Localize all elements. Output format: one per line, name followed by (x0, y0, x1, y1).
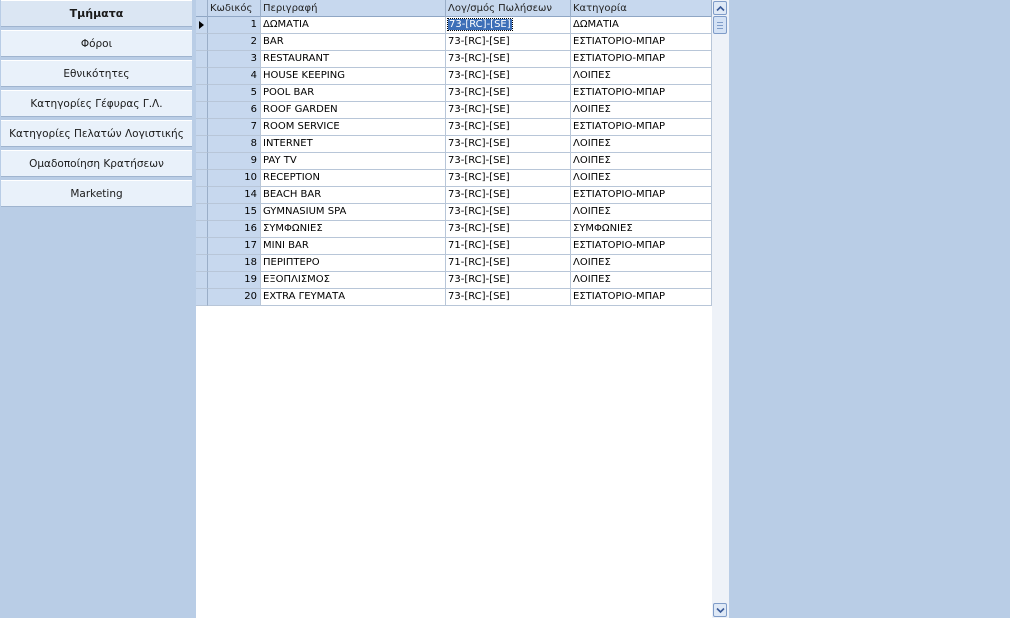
sales-account-cell[interactable] (446, 51, 571, 68)
category-cell-text: ΛΟΙΠΕΣ (573, 274, 611, 285)
nav-button-3[interactable] (1, 90, 192, 117)
sales-account-cell-text: 73-[RC]-[SE] (448, 36, 510, 47)
sales-account-cell[interactable] (446, 204, 571, 221)
code-cell[interactable] (208, 119, 261, 136)
nav-button-label: Κατηγορίες Πελατών Λογιστικής (9, 127, 184, 140)
row-indicator[interactable] (196, 136, 208, 153)
description-cell-text: EXTRA ΓΕΥΜΑΤΑ (263, 291, 346, 302)
code-cell-text: 14 (244, 189, 257, 200)
sales-account-cell[interactable] (446, 136, 571, 153)
row-indicator[interactable] (196, 204, 208, 221)
departments-grid (196, 0, 712, 618)
description-cell[interactable] (261, 34, 446, 51)
description-cell[interactable] (261, 272, 446, 289)
row-indicator[interactable] (196, 119, 208, 136)
category-cell[interactable] (571, 238, 712, 255)
category-cell[interactable] (571, 221, 712, 238)
code-cell-text: 10 (244, 172, 257, 183)
row-indicator[interactable] (196, 187, 208, 204)
sales-account-cell-text: 73-[RC]-[SE] (448, 206, 510, 217)
nav-button-4[interactable] (1, 120, 192, 147)
sales-account-cell-text: 73-[RC]-[SE] (448, 121, 510, 132)
description-cell-text: INTERNET (263, 138, 313, 149)
description-cell[interactable] (261, 289, 446, 306)
description-cell-text: ΣΥΜΦΩΝΙΕΣ (263, 223, 323, 234)
description-cell[interactable] (261, 187, 446, 204)
row-indicator[interactable] (196, 153, 208, 170)
code-cell[interactable] (208, 51, 261, 68)
category-cell[interactable] (571, 85, 712, 102)
description-cell-text: GYMNASIUM SPA (263, 206, 347, 217)
code-cell-text: 3 (250, 53, 257, 64)
category-cell-text: ΕΣΤΙΑΤΟΡΙΟ-ΜΠΑΡ (573, 87, 665, 98)
scroll-down-button[interactable] (713, 603, 727, 617)
code-cell[interactable] (208, 136, 261, 153)
description-cell[interactable] (261, 68, 446, 85)
code-cell-text: 18 (244, 257, 257, 268)
table-row[interactable] (196, 153, 712, 170)
table-row[interactable] (196, 170, 712, 187)
category-cell[interactable] (571, 153, 712, 170)
category-cell-text: ΛΟΙΠΕΣ (573, 104, 611, 115)
description-cell[interactable] (261, 102, 446, 119)
category-cell-text: ΕΣΤΙΑΤΟΡΙΟ-ΜΠΑΡ (573, 36, 665, 47)
row-indicator[interactable] (196, 68, 208, 85)
scroll-up-button[interactable] (713, 1, 727, 15)
category-cell[interactable] (571, 187, 712, 204)
table-row[interactable] (196, 272, 712, 289)
sales-account-cell-text: 73-[RC]-[SE] (448, 155, 510, 166)
row-indicator[interactable] (196, 272, 208, 289)
sales-account-cell-text: 73-[RC]-[SE] (448, 274, 510, 285)
table-row[interactable] (196, 255, 712, 272)
code-cell[interactable] (208, 170, 261, 187)
description-cell-text: ROOM SERVICE (263, 121, 340, 132)
table-row[interactable] (196, 238, 712, 255)
table-row[interactable] (196, 136, 712, 153)
row-indicator[interactable] (196, 289, 208, 306)
code-cell[interactable] (208, 153, 261, 170)
table-row[interactable] (196, 17, 712, 34)
category-cell[interactable] (571, 119, 712, 136)
sales-account-cell[interactable] (446, 102, 571, 119)
scroll-thumb[interactable] (713, 16, 727, 34)
table-row[interactable] (196, 289, 712, 306)
code-cell-text: 2 (250, 36, 257, 47)
nav-button-label: Marketing (70, 187, 123, 200)
header-indicator-cell (196, 0, 208, 17)
code-cell-text: 4 (250, 70, 257, 81)
code-cell-text: 19 (244, 274, 257, 285)
code-cell-text: 5 (250, 87, 257, 98)
sales-account-cell-text: 73-[RC]-[SE] (449, 19, 511, 30)
sales-account-cell[interactable] (446, 153, 571, 170)
sales-account-cell[interactable] (446, 187, 571, 204)
nav-button-label: Ομαδοποίηση Κρατήσεων (29, 157, 164, 170)
sales-account-cell[interactable] (446, 68, 571, 85)
chevron-up-icon (716, 5, 725, 12)
sales-account-cell[interactable] (446, 255, 571, 272)
code-cell[interactable] (208, 204, 261, 221)
category-cell-text: ΛΟΙΠΕΣ (573, 70, 611, 81)
description-cell-text: ΔΩΜΑΤΙΑ (263, 19, 309, 30)
table-row[interactable] (196, 68, 712, 85)
category-cell-text: ΛΟΙΠΕΣ (573, 172, 611, 183)
category-cell[interactable] (571, 34, 712, 51)
header-category[interactable]: Κατηγορία (571, 0, 712, 17)
sales-account-cell[interactable] (446, 238, 571, 255)
row-indicator[interactable] (196, 51, 208, 68)
description-cell[interactable] (261, 119, 446, 136)
description-cell[interactable] (261, 238, 446, 255)
code-cell[interactable] (208, 272, 261, 289)
sales-account-cell-text: 73-[RC]-[SE] (448, 138, 510, 149)
code-cell-text: 6 (250, 104, 257, 115)
nav-button-1[interactable] (1, 30, 192, 57)
description-cell-text: POOL BAR (263, 87, 315, 98)
sales-account-cell-text: 73-[RC]-[SE] (448, 189, 510, 200)
description-cell[interactable] (261, 51, 446, 68)
code-cell-text: 20 (244, 291, 257, 302)
nav-button-label: Κατηγορίες Γέφυρας Γ.Λ. (30, 97, 163, 110)
category-cell[interactable] (571, 51, 712, 68)
row-indicator[interactable] (196, 102, 208, 119)
sales-account-cell[interactable] (446, 272, 571, 289)
header-code[interactable]: Κωδικός (208, 0, 261, 17)
sales-account-cell[interactable] (446, 34, 571, 51)
code-cell[interactable] (208, 255, 261, 272)
nav-button-0[interactable] (1, 0, 192, 27)
sales-account-cell[interactable] (446, 119, 571, 136)
code-cell[interactable] (208, 34, 261, 51)
row-indicator[interactable] (196, 238, 208, 255)
sales-account-cell-text: 73-[RC]-[SE] (448, 223, 510, 234)
description-cell[interactable] (261, 153, 446, 170)
table-row[interactable] (196, 204, 712, 221)
table-row[interactable] (196, 119, 712, 136)
table-row[interactable] (196, 221, 712, 238)
sales-account-cell[interactable] (446, 170, 571, 187)
nav-button-6[interactable] (1, 180, 192, 207)
sales-account-cell[interactable] (446, 221, 571, 238)
category-cell-text: ΛΟΙΠΕΣ (573, 155, 611, 166)
code-cell[interactable] (208, 68, 261, 85)
category-cell-text: ΛΟΙΠΕΣ (573, 206, 611, 217)
description-cell-text: ROOF GARDEN (263, 104, 338, 115)
sales-account-cell-text: 73-[RC]-[SE] (448, 70, 510, 81)
code-cell[interactable] (208, 102, 261, 119)
nav-button-2[interactable] (1, 60, 192, 87)
row-indicator[interactable] (196, 17, 208, 34)
code-cell-text: 17 (244, 240, 257, 251)
description-cell[interactable] (261, 255, 446, 272)
description-cell-text: BAR (263, 36, 284, 47)
sales-account-cell-text: 73-[RC]-[SE] (448, 291, 510, 302)
row-indicator[interactable] (196, 170, 208, 187)
description-cell[interactable] (261, 170, 446, 187)
description-cell-text: BEACH BAR (263, 189, 322, 200)
code-cell-text: 15 (244, 206, 257, 217)
grid-header (196, 0, 712, 17)
sales-account-cell[interactable] (446, 85, 571, 102)
vertical-scrollbar[interactable] (712, 0, 729, 618)
category-cell[interactable] (571, 255, 712, 272)
category-cell-text: ΛΟΙΠΕΣ (573, 138, 611, 149)
code-cell-text: 1 (250, 19, 257, 30)
description-cell-text: RESTAURANT (263, 53, 330, 64)
category-cell-text: ΕΣΤΙΑΤΟΡΙΟ-ΜΠΑΡ (573, 291, 665, 302)
sales-account-cell-text: 73-[RC]-[SE] (448, 172, 510, 183)
description-cell[interactable] (261, 17, 446, 34)
row-indicator[interactable] (196, 34, 208, 51)
code-cell[interactable] (208, 289, 261, 306)
category-cell-text: ΕΣΤΙΑΤΟΡΙΟ-ΜΠΑΡ (573, 53, 665, 64)
code-cell[interactable] (208, 221, 261, 238)
sales-account-cell[interactable] (446, 17, 571, 34)
category-cell-text: ΔΩΜΑΤΙΑ (573, 19, 619, 30)
row-indicator[interactable] (196, 255, 208, 272)
table-row[interactable] (196, 34, 712, 51)
sales-account-cell-text: 73-[RC]-[SE] (448, 53, 510, 64)
code-cell[interactable] (208, 17, 261, 34)
sales-account-cell-text: 73-[RC]-[SE] (448, 104, 510, 115)
nav-button-5[interactable] (1, 150, 192, 177)
code-cell[interactable] (208, 238, 261, 255)
header-sales-account[interactable]: Λογ/σμός Πωλήσεων (446, 0, 571, 17)
category-cell-text: ΕΣΤΙΑΤΟΡΙΟ-ΜΠΑΡ (573, 240, 665, 251)
category-cell[interactable] (571, 102, 712, 119)
code-cell-text: 7 (250, 121, 257, 132)
description-cell-text: PAY TV (263, 155, 297, 166)
nav-button-label: Εθνικότητες (63, 67, 130, 80)
category-cell[interactable] (571, 289, 712, 306)
left-navigation (0, 0, 193, 618)
table-row[interactable] (196, 51, 712, 68)
category-cell[interactable] (571, 68, 712, 85)
description-cell-text: ΠΕΡΙΠΤΕΡΟ (263, 257, 320, 268)
description-cell-text: ΕΞΟΠΛΙΣΜΟΣ (263, 274, 330, 285)
code-cell[interactable] (208, 187, 261, 204)
sales-account-cell-text: 71-[RC]-[SE] (448, 240, 510, 251)
description-cell-text: HOUSE KEEPING (263, 70, 345, 81)
nav-button-label: Τμήματα (69, 7, 124, 20)
category-cell[interactable] (571, 272, 712, 289)
category-cell-text: ΕΣΤΙΑΤΟΡΙΟ-ΜΠΑΡ (573, 189, 665, 200)
category-cell[interactable] (571, 17, 712, 34)
category-cell[interactable] (571, 170, 712, 187)
description-cell[interactable] (261, 204, 446, 221)
sales-account-cell[interactable] (446, 289, 571, 306)
code-cell[interactable] (208, 85, 261, 102)
description-cell[interactable] (261, 136, 446, 153)
grid-rows (196, 17, 712, 306)
chevron-down-icon (716, 607, 725, 614)
code-cell-text: 9 (250, 155, 257, 166)
table-row[interactable] (196, 85, 712, 102)
row-indicator[interactable] (196, 221, 208, 238)
code-cell-text: 8 (250, 138, 257, 149)
header-description[interactable]: Περιγραφή (261, 0, 446, 17)
current-row-arrow-icon (199, 21, 204, 29)
description-cell[interactable] (261, 221, 446, 238)
category-cell[interactable] (571, 204, 712, 221)
code-cell-text: 16 (244, 223, 257, 234)
table-row[interactable] (196, 102, 712, 119)
description-cell[interactable] (261, 85, 446, 102)
description-cell-text: MINI BAR (263, 240, 309, 251)
row-indicator[interactable] (196, 85, 208, 102)
category-cell-text: ΛΟΙΠΕΣ (573, 257, 611, 268)
category-cell[interactable] (571, 136, 712, 153)
sales-account-cell-text: 71-[RC]-[SE] (448, 257, 510, 268)
category-cell-text: ΣΥΜΦΩΝΙΕΣ (573, 223, 633, 234)
sales-account-cell-text: 73-[RC]-[SE] (448, 87, 510, 98)
description-cell-text: RECEPTION (263, 172, 321, 183)
table-row[interactable] (196, 187, 712, 204)
nav-button-label: Φόροι (80, 37, 113, 50)
category-cell-text: ΕΣΤΙΑΤΟΡΙΟ-ΜΠΑΡ (573, 121, 665, 132)
